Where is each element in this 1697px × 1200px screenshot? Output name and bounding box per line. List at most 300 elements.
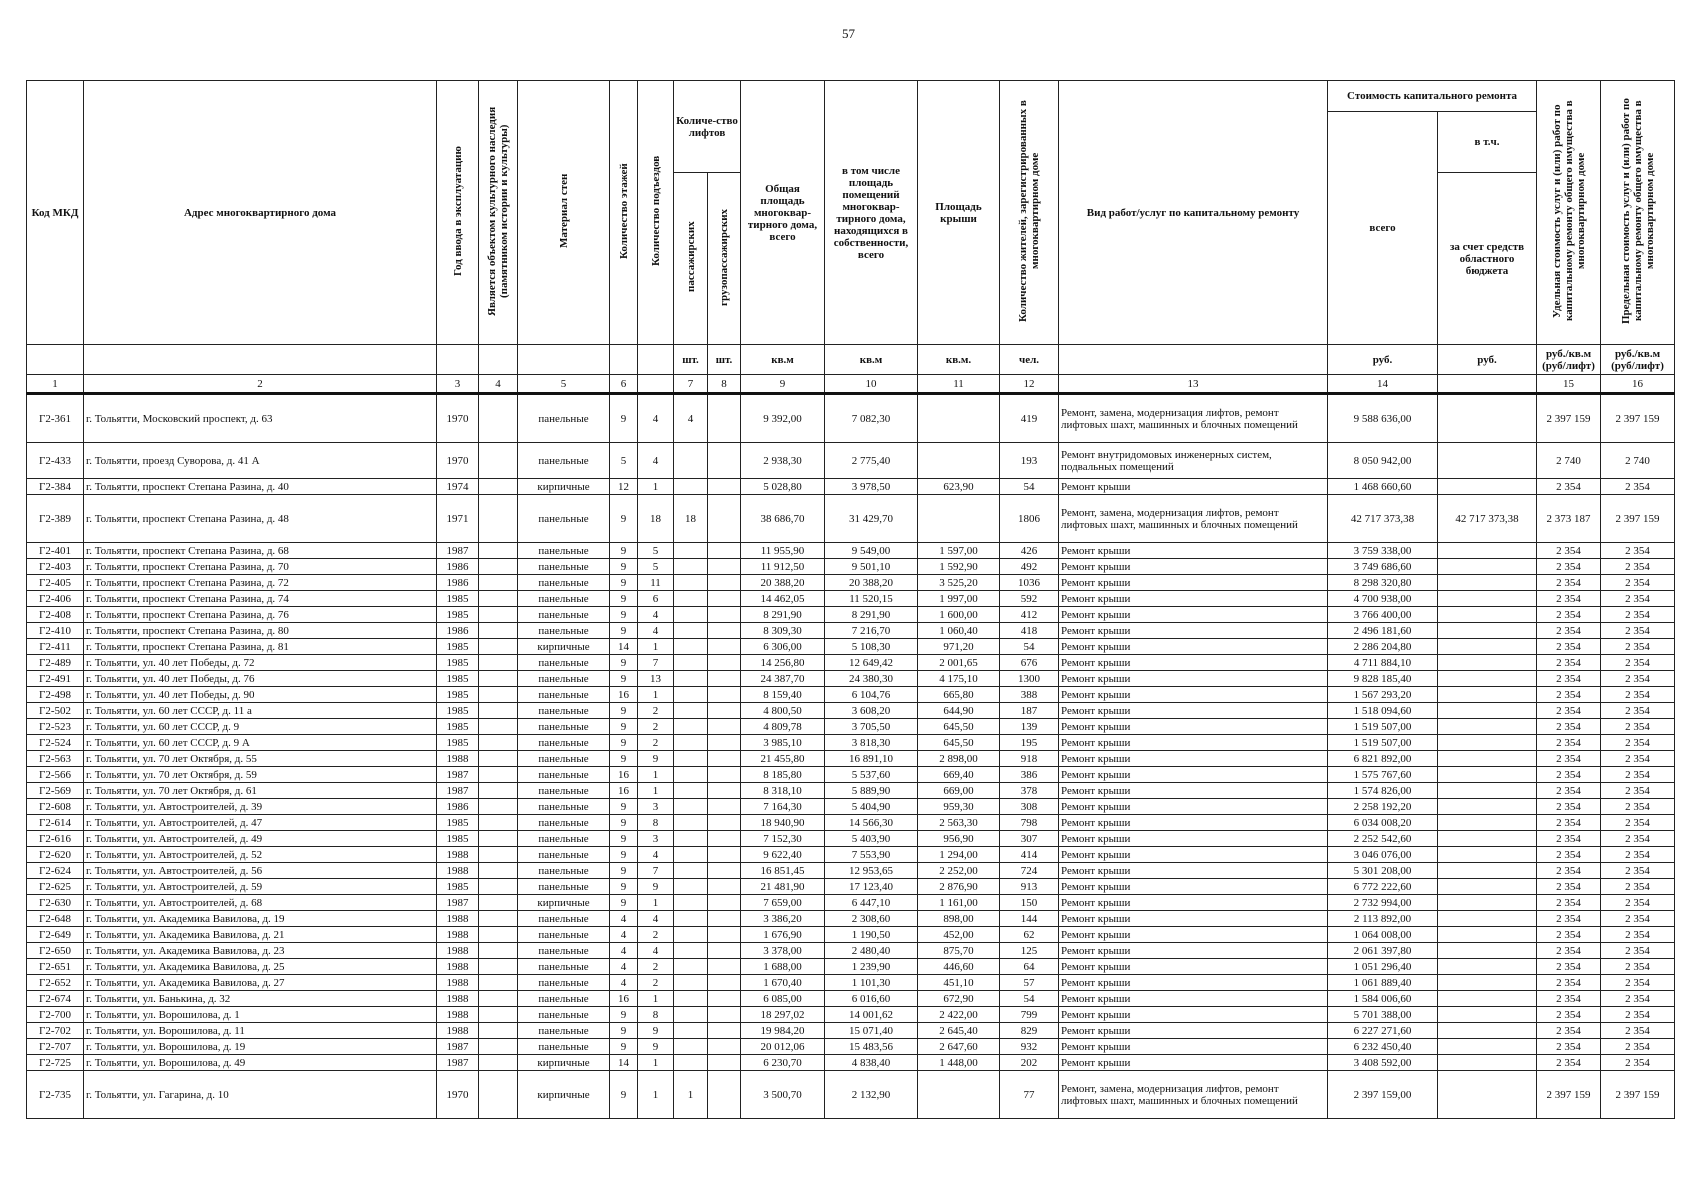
year-cell: 1971 [437, 495, 479, 543]
cost-regional-cell [1438, 479, 1537, 495]
unit-cost-cell: 2 354 [1537, 1007, 1601, 1023]
code-cell: Г2-405 [27, 575, 84, 591]
year-cell: 1987 [437, 767, 479, 783]
cost-total-cell: 1 468 660,60 [1328, 479, 1438, 495]
address-cell: г. Тольятти, ул. 70 лет Октября, д. 59 [84, 767, 437, 783]
unit-cost-cell: 2 354 [1537, 1023, 1601, 1039]
lifts-cargo-cell [708, 607, 741, 623]
entrances-cell: 2 [638, 703, 674, 719]
lifts-cargo-cell [708, 847, 741, 863]
table-row [27, 751, 1675, 767]
capital-repair-table [26, 80, 1675, 1119]
entrances-cell: 18 [638, 495, 674, 543]
address-cell: г. Тольятти, ул. 70 лет Октября, д. 61 [84, 783, 437, 799]
owned-area-cell: 8 291,90 [825, 607, 918, 623]
column-number: 13 [1059, 375, 1328, 394]
heritage-cell [479, 394, 518, 443]
total-area-cell: 6 230,70 [741, 1055, 825, 1071]
year-cell: 1985 [437, 671, 479, 687]
year-cell: 1988 [437, 911, 479, 927]
limit-cost-cell: 2 354 [1601, 655, 1675, 671]
lifts-cargo-cell [708, 687, 741, 703]
roof-area-cell: 1 161,00 [918, 895, 1000, 911]
work-type-cell: Ремонт крыши [1059, 799, 1328, 815]
cost-regional-cell [1438, 687, 1537, 703]
wall-material-cell: панельные [518, 655, 610, 671]
floors-cell: 9 [610, 607, 638, 623]
table-row [27, 991, 1675, 1007]
floors-cell: 16 [610, 767, 638, 783]
year-cell: 1985 [437, 831, 479, 847]
total-area-cell: 7 164,30 [741, 799, 825, 815]
owned-area-cell: 5 403,90 [825, 831, 918, 847]
column-number-row [27, 375, 1675, 394]
address-cell: г. Тольятти, ул. Академика Вавилова, д. 23 [84, 943, 437, 959]
work-type-cell: Ремонт крыши [1059, 975, 1328, 991]
work-type-cell: Ремонт крыши [1059, 703, 1328, 719]
entrances-cell: 4 [638, 607, 674, 623]
table-row [27, 655, 1675, 671]
table-row [27, 1039, 1675, 1055]
table-row [27, 671, 1675, 687]
table-row [27, 591, 1675, 607]
entrances-cell: 6 [638, 591, 674, 607]
table-row [27, 559, 1675, 575]
roof-area-cell: 1 597,00 [918, 543, 1000, 559]
year-cell: 1985 [437, 879, 479, 895]
residents-cell: 378 [1000, 783, 1059, 799]
unit-cost-cell: 2 740 [1537, 443, 1601, 479]
roof-area-cell: 1 592,90 [918, 559, 1000, 575]
cost-total-cell: 2 496 181,60 [1328, 623, 1438, 639]
wall-material-cell: панельные [518, 1039, 610, 1055]
limit-cost-cell: 2 354 [1601, 863, 1675, 879]
header-cost-regional: за счет средств областного бюджета [1438, 173, 1537, 345]
unit-cost-cell: 2 354 [1537, 927, 1601, 943]
floors-cell: 9 [610, 895, 638, 911]
table-row [27, 639, 1675, 655]
unit-cost-cell: 2 397 159 [1537, 1071, 1601, 1119]
header-unit-cost: Удельная стоимость услуг и (или) работ по капитальному ремонту общего имущества в многоквартирном доме [1537, 81, 1601, 345]
code-cell: Г2-614 [27, 815, 84, 831]
cost-regional-cell: 42 717 373,38 [1438, 495, 1537, 543]
floors-cell: 9 [610, 751, 638, 767]
wall-material-cell: панельные [518, 719, 610, 735]
limit-cost-cell: 2 397 159 [1601, 495, 1675, 543]
floors-cell: 9 [610, 847, 638, 863]
heritage-cell [479, 847, 518, 863]
unit-rub-per-sqm: руб./кв.м (руб/лифт) [1601, 345, 1675, 375]
wall-material-cell: панельные [518, 863, 610, 879]
year-cell: 1985 [437, 655, 479, 671]
floors-cell: 9 [610, 623, 638, 639]
lifts-cargo-cell [708, 591, 741, 607]
limit-cost-cell: 2 354 [1601, 751, 1675, 767]
owned-area-cell: 20 388,20 [825, 575, 918, 591]
address-cell: г. Тольятти, ул. 40 лет Победы, д. 76 [84, 671, 437, 687]
lifts-passenger-cell [674, 799, 708, 815]
address-cell: г. Тольятти, проспект Степана Разина, д. 72 [84, 575, 437, 591]
year-cell: 1986 [437, 575, 479, 591]
lifts-passenger-cell [674, 879, 708, 895]
total-area-cell: 38 686,70 [741, 495, 825, 543]
limit-cost-cell: 2 354 [1601, 591, 1675, 607]
limit-cost-cell: 2 354 [1601, 991, 1675, 1007]
unit-cost-cell: 2 354 [1537, 975, 1601, 991]
total-area-cell: 9 622,40 [741, 847, 825, 863]
code-cell: Г2-608 [27, 799, 84, 815]
owned-area-cell: 3 818,30 [825, 735, 918, 751]
address-cell: г. Тольятти, проспект Степана Разина, д. 40 [84, 479, 437, 495]
heritage-cell [479, 815, 518, 831]
table-row [27, 543, 1675, 559]
table-row [27, 943, 1675, 959]
unit-people: чел. [1000, 345, 1059, 375]
code-cell: Г2-403 [27, 559, 84, 575]
unit-cost-cell: 2 354 [1537, 1039, 1601, 1055]
unit-cost-cell: 2 354 [1537, 687, 1601, 703]
residents-cell: 77 [1000, 1071, 1059, 1119]
entrances-cell: 1 [638, 991, 674, 1007]
cost-total-cell: 1 575 767,60 [1328, 767, 1438, 783]
year-cell: 1986 [437, 799, 479, 815]
floors-cell: 5 [610, 443, 638, 479]
roof-area-cell: 1 294,00 [918, 847, 1000, 863]
residents-cell: 932 [1000, 1039, 1059, 1055]
wall-material-cell: кирпичные [518, 1071, 610, 1119]
wall-material-cell: панельные [518, 1023, 610, 1039]
year-cell: 1987 [437, 543, 479, 559]
code-cell: Г2-652 [27, 975, 84, 991]
heritage-cell [479, 575, 518, 591]
code-cell: Г2-389 [27, 495, 84, 543]
floors-cell: 16 [610, 687, 638, 703]
work-type-cell: Ремонт крыши [1059, 751, 1328, 767]
owned-area-cell: 3 705,50 [825, 719, 918, 735]
wall-material-cell: панельные [518, 394, 610, 443]
roof-area-cell [918, 394, 1000, 443]
table-row [27, 443, 1675, 479]
column-number: 1 [27, 375, 84, 394]
unit-empty [518, 345, 610, 375]
lifts-cargo-cell [708, 655, 741, 671]
table-row [27, 831, 1675, 847]
heritage-cell [479, 639, 518, 655]
year-cell: 1987 [437, 895, 479, 911]
residents-cell: 592 [1000, 591, 1059, 607]
entrances-cell: 5 [638, 559, 674, 575]
table-row [27, 623, 1675, 639]
unit-cost-cell: 2 397 159 [1537, 394, 1601, 443]
total-area-cell: 2 938,30 [741, 443, 825, 479]
unit-sqm: кв.м [741, 345, 825, 375]
code-cell: Г2-433 [27, 443, 84, 479]
entrances-cell: 9 [638, 1023, 674, 1039]
lifts-cargo-cell [708, 799, 741, 815]
unit-empty [437, 345, 479, 375]
entrances-cell: 2 [638, 959, 674, 975]
table-row [27, 1007, 1675, 1023]
header-limit-cost: Предельная стоимость услуг и (или) работ по капитальному ремонту общего имущества в многоквартирном доме [1601, 81, 1675, 345]
floors-cell: 4 [610, 943, 638, 959]
unit-cost-cell: 2 354 [1537, 639, 1601, 655]
owned-area-cell: 4 838,40 [825, 1055, 918, 1071]
residents-cell: 308 [1000, 799, 1059, 815]
limit-cost-cell: 2 354 [1601, 847, 1675, 863]
owned-area-cell: 7 553,90 [825, 847, 918, 863]
header-residents: Количество жителей, зарегистрированных в многоквартирном доме [1000, 81, 1059, 345]
work-type-cell: Ремонт крыши [1059, 687, 1328, 703]
owned-area-cell: 31 429,70 [825, 495, 918, 543]
lifts-cargo-cell [708, 719, 741, 735]
limit-cost-cell: 2 354 [1601, 1055, 1675, 1071]
cost-total-cell: 3 766 400,00 [1328, 607, 1438, 623]
heritage-cell [479, 895, 518, 911]
unit-cost-cell: 2 354 [1537, 671, 1601, 687]
cost-regional-cell [1438, 895, 1537, 911]
lifts-passenger-cell [674, 847, 708, 863]
work-type-cell: Ремонт крыши [1059, 655, 1328, 671]
roof-area-cell: 2 876,90 [918, 879, 1000, 895]
heritage-cell [479, 703, 518, 719]
lifts-cargo-cell [708, 863, 741, 879]
code-cell: Г2-651 [27, 959, 84, 975]
residents-cell: 918 [1000, 751, 1059, 767]
year-cell: 1985 [437, 687, 479, 703]
lifts-cargo-cell [708, 1071, 741, 1119]
code-cell: Г2-735 [27, 1071, 84, 1119]
address-cell: г. Тольятти, ул. Ворошилова, д. 49 [84, 1055, 437, 1071]
cost-total-cell: 1 567 293,20 [1328, 687, 1438, 703]
year-cell: 1988 [437, 927, 479, 943]
entrances-cell: 4 [638, 623, 674, 639]
table-row [27, 799, 1675, 815]
wall-material-cell: панельные [518, 799, 610, 815]
code-cell: Г2-491 [27, 671, 84, 687]
header-cost-incl: в т.ч. [1438, 112, 1537, 173]
table-row [27, 1023, 1675, 1039]
total-area-cell: 24 387,70 [741, 671, 825, 687]
roof-area-cell: 665,80 [918, 687, 1000, 703]
year-cell: 1987 [437, 1055, 479, 1071]
unit-cost-cell: 2 354 [1537, 863, 1601, 879]
header-lifts-cargo: грузопассажирских [708, 173, 741, 345]
roof-area-cell: 446,60 [918, 959, 1000, 975]
column-number: 10 [825, 375, 918, 394]
wall-material-cell: панельные [518, 815, 610, 831]
floors-cell: 9 [610, 799, 638, 815]
wall-material-cell: панельные [518, 687, 610, 703]
wall-material-cell: панельные [518, 607, 610, 623]
year-cell: 1988 [437, 943, 479, 959]
wall-material-cell: панельные [518, 591, 610, 607]
table-row [27, 847, 1675, 863]
heritage-cell [479, 735, 518, 751]
column-number: 3 [437, 375, 479, 394]
roof-area-cell: 3 525,20 [918, 575, 1000, 591]
owned-area-cell: 5 108,30 [825, 639, 918, 655]
unit-empty [84, 345, 437, 375]
wall-material-cell: панельные [518, 559, 610, 575]
entrances-cell: 11 [638, 575, 674, 591]
entrances-cell: 4 [638, 847, 674, 863]
cost-regional-cell [1438, 559, 1537, 575]
work-type-cell: Ремонт крыши [1059, 639, 1328, 655]
year-cell: 1986 [437, 559, 479, 575]
total-area-cell: 21 481,90 [741, 879, 825, 895]
unit-cost-cell: 2 373 187 [1537, 495, 1601, 543]
cost-regional-cell [1438, 783, 1537, 799]
work-type-cell: Ремонт крыши [1059, 815, 1328, 831]
roof-area-cell: 971,20 [918, 639, 1000, 655]
year-cell: 1987 [437, 783, 479, 799]
limit-cost-cell: 2 354 [1601, 1039, 1675, 1055]
cost-regional-cell [1438, 767, 1537, 783]
roof-area-cell: 2 898,00 [918, 751, 1000, 767]
header-address: Адрес многоквартирного дома [84, 81, 437, 345]
unit-pcs: шт. [674, 345, 708, 375]
entrances-cell: 1 [638, 687, 674, 703]
cost-total-cell: 3 759 338,00 [1328, 543, 1438, 559]
table-row [27, 975, 1675, 991]
address-cell: г. Тольятти, проспект Степана Разина, д. 68 [84, 543, 437, 559]
owned-area-cell: 16 891,10 [825, 751, 918, 767]
lifts-cargo-cell [708, 543, 741, 559]
cost-regional-cell [1438, 443, 1537, 479]
cost-total-cell: 8 050 942,00 [1328, 443, 1438, 479]
owned-area-cell: 24 380,30 [825, 671, 918, 687]
cost-total-cell: 6 034 008,20 [1328, 815, 1438, 831]
heritage-cell [479, 943, 518, 959]
column-number [1438, 375, 1537, 394]
residents-cell: 202 [1000, 1055, 1059, 1071]
work-type-cell: Ремонт крыши [1059, 767, 1328, 783]
work-type-cell: Ремонт крыши [1059, 959, 1328, 975]
table-row [27, 719, 1675, 735]
lifts-cargo-cell [708, 1007, 741, 1023]
unit-cost-cell: 2 354 [1537, 991, 1601, 1007]
floors-cell: 9 [610, 1007, 638, 1023]
limit-cost-cell: 2 354 [1601, 1023, 1675, 1039]
column-number: 6 [610, 375, 638, 394]
work-type-cell: Ремонт крыши [1059, 559, 1328, 575]
lifts-cargo-cell [708, 1055, 741, 1071]
address-cell: г. Тольятти, ул. Банькина, д. 32 [84, 991, 437, 1007]
code-cell: Г2-616 [27, 831, 84, 847]
cost-total-cell: 2 286 204,80 [1328, 639, 1438, 655]
entrances-cell: 5 [638, 543, 674, 559]
year-cell: 1985 [437, 591, 479, 607]
code-cell: Г2-649 [27, 927, 84, 943]
wall-material-cell: панельные [518, 575, 610, 591]
total-area-cell: 16 851,45 [741, 863, 825, 879]
year-cell: 1987 [437, 1039, 479, 1055]
unit-cost-cell: 2 354 [1537, 943, 1601, 959]
limit-cost-cell: 2 354 [1601, 607, 1675, 623]
limit-cost-cell: 2 354 [1601, 927, 1675, 943]
lifts-passenger-cell [674, 607, 708, 623]
total-area-cell: 1 688,00 [741, 959, 825, 975]
unit-cost-cell: 2 354 [1537, 879, 1601, 895]
residents-cell: 799 [1000, 1007, 1059, 1023]
code-cell: Г2-700 [27, 1007, 84, 1023]
wall-material-cell: панельные [518, 703, 610, 719]
work-type-cell: Ремонт крыши [1059, 543, 1328, 559]
total-area-cell: 20 012,06 [741, 1039, 825, 1055]
lifts-passenger-cell [674, 751, 708, 767]
total-area-cell: 1 670,40 [741, 975, 825, 991]
limit-cost-cell: 2 354 [1601, 543, 1675, 559]
limit-cost-cell: 2 354 [1601, 575, 1675, 591]
roof-area-cell: 672,90 [918, 991, 1000, 1007]
code-cell: Г2-707 [27, 1039, 84, 1055]
entrances-cell: 1 [638, 1055, 674, 1071]
heritage-cell [479, 863, 518, 879]
cost-total-cell: 2 397 159,00 [1328, 1071, 1438, 1119]
table-row [27, 1055, 1675, 1071]
cost-regional-cell [1438, 543, 1537, 559]
residents-cell: 307 [1000, 831, 1059, 847]
table-header [27, 81, 1675, 394]
owned-area-cell: 1 190,50 [825, 927, 918, 943]
floors-cell: 16 [610, 783, 638, 799]
column-number: 5 [518, 375, 610, 394]
header-lifts-passenger: пассажирских [674, 173, 708, 345]
table-body [27, 394, 1675, 1119]
owned-area-cell: 6 016,60 [825, 991, 918, 1007]
limit-cost-cell: 2 354 [1601, 783, 1675, 799]
address-cell: г. Тольятти, проспект Степана Разина, д. 48 [84, 495, 437, 543]
entrances-cell: 4 [638, 443, 674, 479]
wall-material-cell: панельные [518, 847, 610, 863]
cost-total-cell: 2 258 192,20 [1328, 799, 1438, 815]
lifts-cargo-cell [708, 443, 741, 479]
limit-cost-cell: 2 354 [1601, 831, 1675, 847]
wall-material-cell: панельные [518, 495, 610, 543]
address-cell: г. Тольятти, ул. Академика Вавилова, д. 27 [84, 975, 437, 991]
code-cell: Г2-630 [27, 895, 84, 911]
cost-regional-cell [1438, 831, 1537, 847]
unit-cost-cell: 2 354 [1537, 575, 1601, 591]
residents-cell: 418 [1000, 623, 1059, 639]
lifts-passenger-cell [674, 767, 708, 783]
limit-cost-cell: 2 354 [1601, 959, 1675, 975]
entrances-cell: 1 [638, 1071, 674, 1119]
table-row [27, 575, 1675, 591]
floors-cell: 14 [610, 639, 638, 655]
entrances-cell: 9 [638, 751, 674, 767]
work-type-cell: Ремонт, замена, модернизация лифтов, ремонт лифтовых шахт, машинных и блочных помещений [1059, 495, 1328, 543]
total-area-cell: 1 676,90 [741, 927, 825, 943]
unit-cost-cell: 2 354 [1537, 703, 1601, 719]
work-type-cell: Ремонт крыши [1059, 719, 1328, 735]
year-cell: 1985 [437, 703, 479, 719]
work-type-cell: Ремонт крыши [1059, 895, 1328, 911]
cost-total-cell: 2 732 994,00 [1328, 895, 1438, 911]
column-number: 8 [708, 375, 741, 394]
cost-regional-cell [1438, 799, 1537, 815]
floors-cell: 9 [610, 719, 638, 735]
header-year: Год ввода в эксплуатацию [437, 81, 479, 345]
owned-area-cell: 2 308,60 [825, 911, 918, 927]
cost-regional-cell [1438, 943, 1537, 959]
code-cell: Г2-569 [27, 783, 84, 799]
wall-material-cell: панельные [518, 543, 610, 559]
lifts-passenger-cell [674, 943, 708, 959]
residents-cell: 676 [1000, 655, 1059, 671]
cost-total-cell: 1 584 006,60 [1328, 991, 1438, 1007]
work-type-cell: Ремонт крыши [1059, 479, 1328, 495]
